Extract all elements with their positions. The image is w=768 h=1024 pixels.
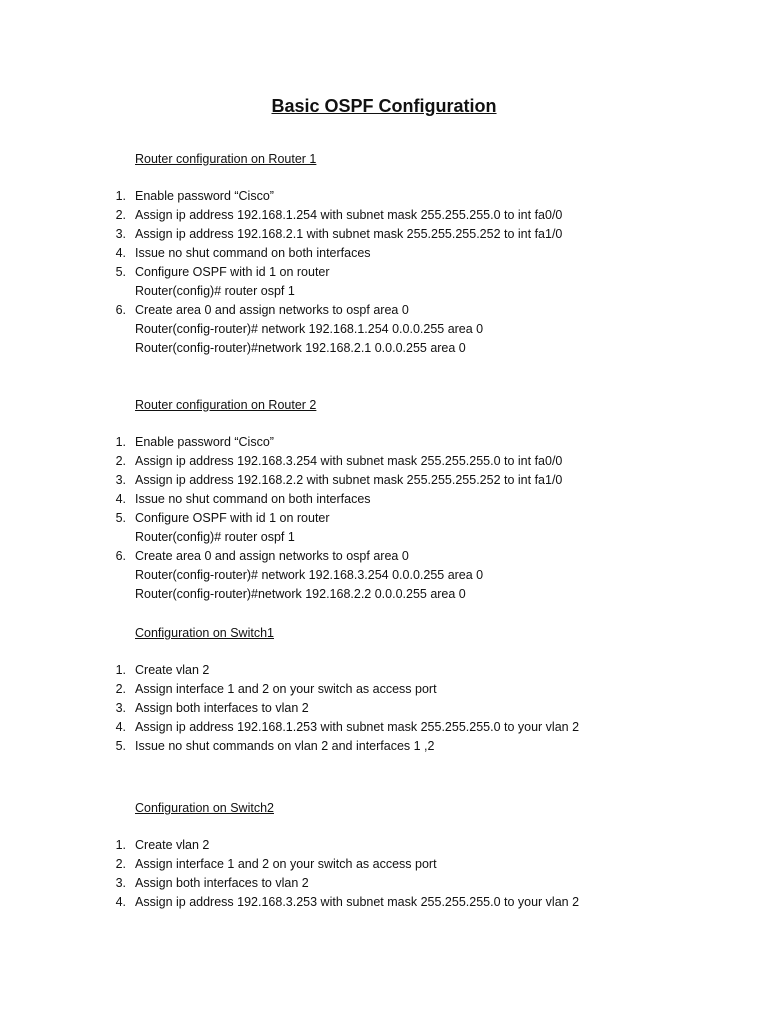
command-line xyxy=(0,528,768,547)
item-text: Assign both interfaces to vlan 2 xyxy=(135,876,309,890)
list-item xyxy=(0,893,768,912)
item-text: Configure OSPF with id 1 on router xyxy=(135,511,330,525)
item-number: 1. xyxy=(115,663,126,677)
item-number: 4. xyxy=(115,895,126,909)
command-line xyxy=(0,282,768,301)
item-text: Create area 0 and assign networks to ospf area 0 xyxy=(135,303,409,317)
command-line xyxy=(0,566,768,585)
item-number: 3. xyxy=(115,473,126,487)
item-number: 2. xyxy=(115,208,126,222)
section-heading: Router configuration on Router 1 xyxy=(135,152,317,166)
item-number: 5. xyxy=(115,511,126,525)
item-number: 6. xyxy=(115,549,126,563)
document-title: Basic OSPF Configuration xyxy=(271,96,497,116)
list-item xyxy=(0,547,768,566)
item-number: 2. xyxy=(115,857,126,871)
section-heading: Configuration on Switch1 xyxy=(135,626,274,640)
item-number: 6. xyxy=(115,303,126,317)
item-number: 1. xyxy=(115,838,126,852)
list-item xyxy=(0,699,768,718)
steps-list xyxy=(0,433,768,604)
item-number: 3. xyxy=(115,701,126,715)
item-number: 1. xyxy=(115,435,126,449)
item-number: 3. xyxy=(115,876,126,890)
item-text: Issue no shut commands on vlan 2 and interfaces 1 ,2 xyxy=(135,739,435,753)
steps-list xyxy=(0,661,768,756)
section-heading: Router configuration on Router 2 xyxy=(135,398,317,412)
list-item xyxy=(0,206,768,225)
list-item xyxy=(0,509,768,528)
item-number: 5. xyxy=(115,265,126,279)
list-item xyxy=(0,452,768,471)
list-item xyxy=(0,680,768,699)
item-text: Issue no shut command on both interfaces xyxy=(135,492,371,506)
item-text: Create area 0 and assign networks to ospf area 0 xyxy=(135,549,409,563)
list-item xyxy=(0,187,768,206)
item-number: 2. xyxy=(115,682,126,696)
item-text: Assign ip address 192.168.1.254 with subnet mask 255.255.255.0 to int fa0/0 xyxy=(135,208,563,222)
item-text: Create vlan 2 xyxy=(135,663,210,677)
item-text: Assign ip address 192.168.1.253 with subnet mask 255.255.255.0 to your vlan 2 xyxy=(135,720,580,734)
command-line xyxy=(0,339,768,358)
item-text: Enable password “Cisco” xyxy=(135,435,274,449)
item-text: Router(config-router)# network 192.168.3.254 0.0.0.255 area 0 xyxy=(135,568,484,582)
steps-list xyxy=(0,187,768,358)
item-text: Assign ip address 192.168.2.2 with subnet mask 255.255.255.252 to int fa1/0 xyxy=(135,473,563,487)
item-number: 4. xyxy=(115,246,126,260)
item-text: Create vlan 2 xyxy=(135,838,210,852)
item-text: Configure OSPF with id 1 on router xyxy=(135,265,330,279)
item-number: 4. xyxy=(115,492,126,506)
command-line xyxy=(0,320,768,339)
item-text: Assign ip address 192.168.3.253 with subnet mask 255.255.255.0 to your vlan 2 xyxy=(135,895,580,909)
list-item xyxy=(0,433,768,452)
list-item xyxy=(0,836,768,855)
section-heading: Configuration on Switch2 xyxy=(135,801,274,815)
list-item xyxy=(0,225,768,244)
item-text: Router(config)# router ospf 1 xyxy=(135,284,295,298)
list-item xyxy=(0,718,768,737)
item-text: Assign interface 1 and 2 on your switch as access port xyxy=(135,682,437,696)
item-text: Assign both interfaces to vlan 2 xyxy=(135,701,309,715)
item-text: Router(config)# router ospf 1 xyxy=(135,530,295,544)
item-number: 1. xyxy=(115,189,126,203)
item-text: Enable password “Cisco” xyxy=(135,189,274,203)
item-number: 3. xyxy=(115,227,126,241)
item-number: 4. xyxy=(115,720,126,734)
item-text: Issue no shut command on both interfaces xyxy=(135,246,371,260)
list-item xyxy=(0,244,768,263)
list-item xyxy=(0,471,768,490)
list-item xyxy=(0,661,768,680)
list-item xyxy=(0,855,768,874)
item-text: Router(config-router)#network 192.168.2.2 0.0.0.255 area 0 xyxy=(135,587,466,601)
item-number: 2. xyxy=(115,454,126,468)
list-item xyxy=(0,737,768,756)
list-item xyxy=(0,301,768,320)
item-text: Assign ip address 192.168.2.1 with subnet mask 255.255.255.252 to int fa1/0 xyxy=(135,227,563,241)
list-item xyxy=(0,263,768,282)
item-text: Assign ip address 192.168.3.254 with subnet mask 255.255.255.0 to int fa0/0 xyxy=(135,454,563,468)
item-text: Assign interface 1 and 2 on your switch as access port xyxy=(135,857,437,871)
list-item xyxy=(0,874,768,893)
item-text: Router(config-router)# network 192.168.1.254 0.0.0.255 area 0 xyxy=(135,322,484,336)
command-line xyxy=(0,585,768,604)
list-item xyxy=(0,490,768,509)
item-number: 5. xyxy=(115,739,126,753)
steps-list xyxy=(0,836,768,912)
item-text: Router(config-router)#network 192.168.2.1 0.0.0.255 area 0 xyxy=(135,341,466,355)
